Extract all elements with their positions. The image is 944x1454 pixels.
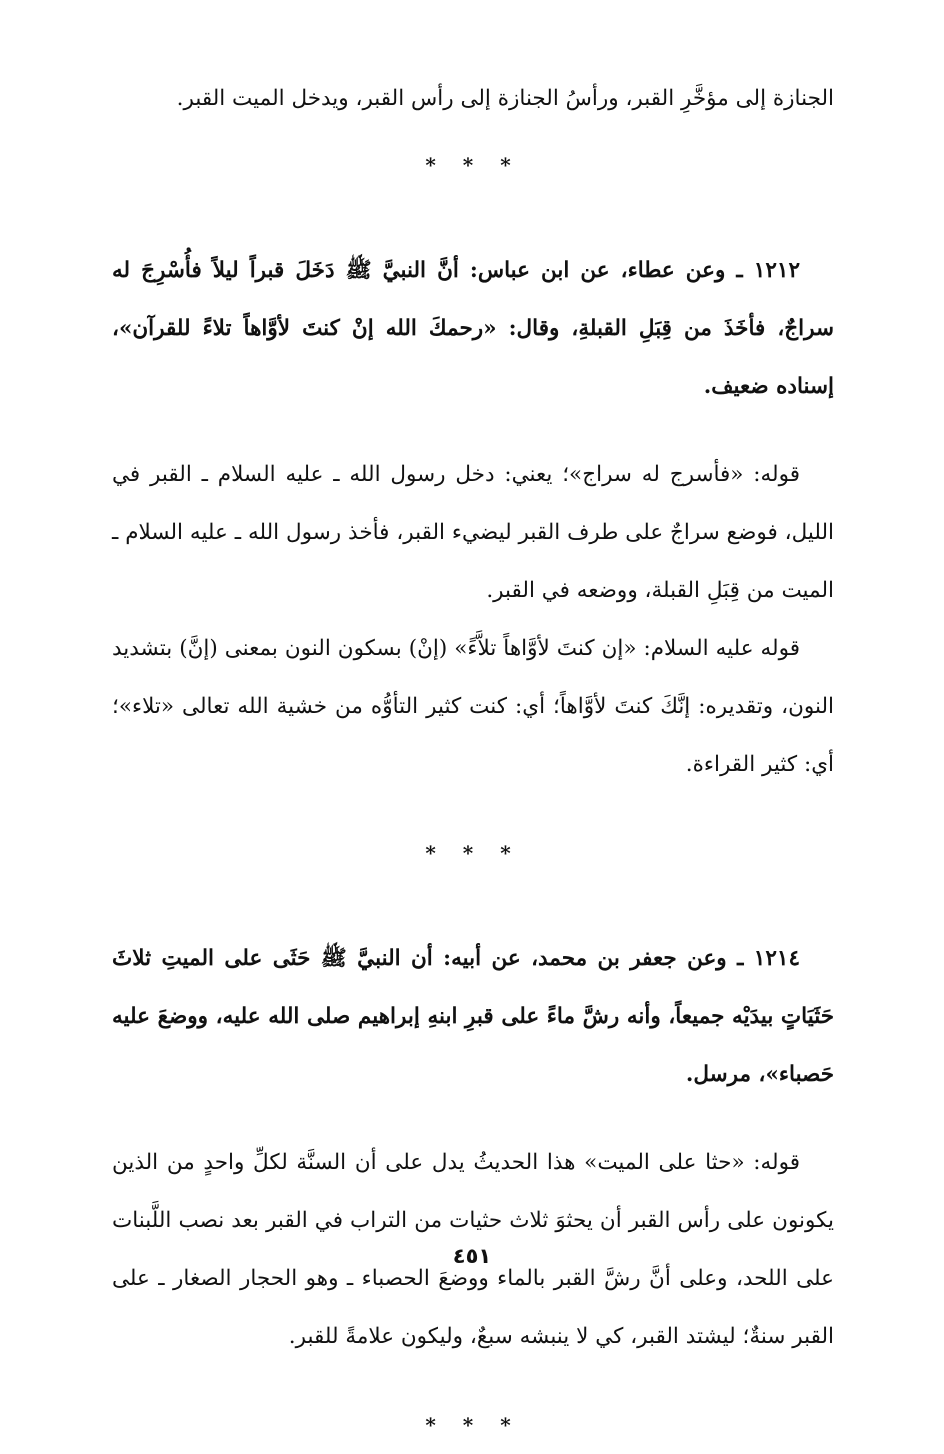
spacer: [112, 882, 834, 930]
hadith-1214: ١٢١٤ ـ وعن جعفر بن محمد، عن أبيه: أن النبيَّ ﷺ حَثَى على الميتِ ثلاثَ حَثَيَاتٍ بيدَيْه جميعاً، وأنه رشَّ ماءً على قبرِ ابنهِ إبراهيم صلى الله عليه، ووضعَ عليه حَصباء»، مرسل.: [112, 946, 834, 1087]
carryover-paragraph: الجنازة إلى مؤخَّرِ القبر، ورأسُ الجنازة إلى رأس القبر، ويدخل الميت القبر.: [176, 86, 834, 111]
hadith-1212: ١٢١٢ ـ وعن عطاء، عن ابن عباس: أنَّ النبيَّ ﷺ دَخَلَ قبراً ليلاً فأُسْرِجَ له سراجٌ، فأخَذَ من قِبَلِ القبلةِ، وقال: «رحمكَ الله إنْ كنتَ لأوَّاهاً تلاءً للقرآن»، إسناده ضعيف.: [112, 258, 834, 399]
spacer: [112, 416, 834, 446]
commentary-1214: قوله: «حثا على الميت» هذا الحديثُ يدل على أن السنَّة لكلِّ واحدٍ من الذين يكونون على رأس القبر أن يحثوَ ثلاث حثيات من التراب في القبر بعد نصب اللَّبنات على اللحد، وعلى أنَّ رشَّ القبر بالماء ووضعَ الحصباء ـ وهو الحجار الصغار ـ على القبر سنةٌ؛ ليشتد القبر، كي لا ينبشه سبعٌ، وليكون علامةً للقبر.: [112, 1150, 834, 1349]
commentary-1212-b: قوله عليه السلام: «إن كنتَ لأوَّاهاً تلاَّءً» (إنْ) بسكون النون بمعنى (إنَّ) بتشديد النون، وتقديره: إنَّكَ كنتَ لأوَّاهاً؛ أي: كنت كثير التأوُّه من خشية الله تعالى «تلاء»؛ أي: كثير القراءة.: [112, 636, 834, 777]
spacer: [112, 194, 834, 242]
section-separator: * * *: [425, 153, 521, 177]
page-number: ٤٥١: [452, 1244, 492, 1268]
spacer: [112, 794, 834, 824]
spacer: [112, 1366, 834, 1396]
section-separator: * * *: [425, 841, 521, 865]
commentary-1212-a: قوله: «فأسرج له سراج»؛ يعني: دخل رسول الله ـ عليه السلام ـ القبر في الليل، فوضع سراجٌ على طرف القبر ليضيء القبر، فأخذ رسول الله ـ عليه السلام ـ الميت من قِبَلِ القبلة، ووضعه في القبر.: [112, 462, 834, 603]
spacer: [112, 1104, 834, 1134]
spacer: [112, 128, 834, 136]
section-separator: * * *: [425, 1413, 521, 1437]
